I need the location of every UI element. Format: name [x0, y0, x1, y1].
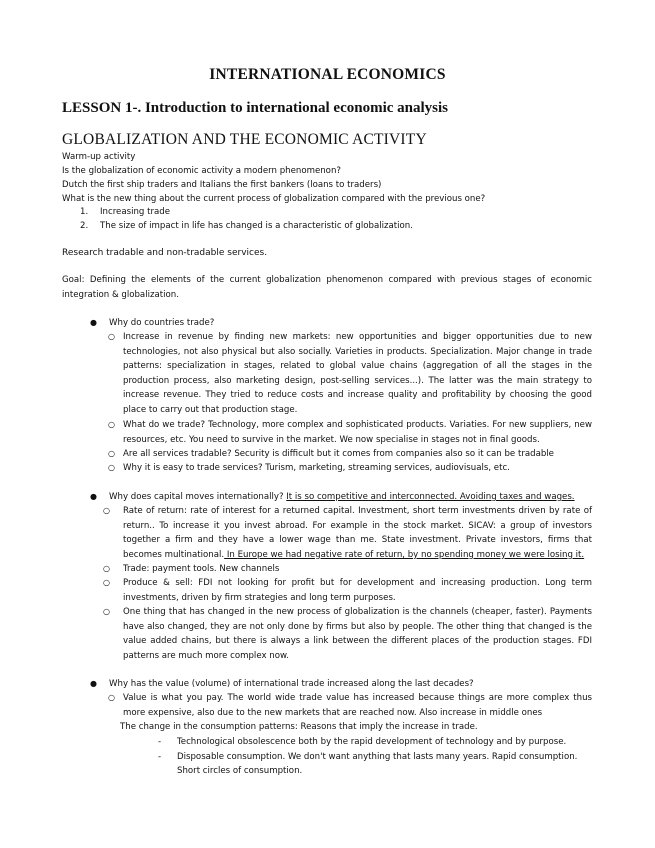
dash-bullet-icon: -: [158, 737, 162, 747]
list-number: 2.: [80, 221, 89, 231]
sub-bullet-rate-of-return: [123, 504, 592, 562]
consumption-patterns-note: The change in the consumption patterns: Reasons that imply the increase in trade.: [120, 722, 478, 732]
circle-bullet-icon: ○: [103, 578, 110, 587]
dash-item-text: Technological obsolescence both by the rapid development of technology and by purpose.: [177, 737, 567, 747]
circle-bullet-icon: ○: [108, 463, 115, 472]
sub-bullet-text: One thing that has changed in the new process of globalization is the channels (cheaper, faster). Payments have also changed, they are not only done by firms but also by people. The other thing that changed is the value added chains, but there is always a link between the different places of the production stages. FDI patterns are much more complex now.: [123, 607, 592, 661]
circle-bullet-icon: ○: [108, 449, 115, 458]
sub-bullet-text: Are all services tradable? Security is difficult but it comes from companies also so it can be tradable: [123, 449, 554, 459]
sub-bullet-text: Produce & sell: FDI not looking for profit but for development and increasing production. Long term investments, driven by firm strategies and long term purposes.: [123, 578, 592, 603]
lesson-heading: LESSON 1-. Introduction to international economic analysis: [62, 100, 449, 116]
bullet-icon: ●: [90, 318, 97, 327]
warmup-question-1: Is the globalization of economic activity a modern phenomenon?: [62, 166, 341, 176]
sub-bullet-text: Why it is easy to trade services? Turism, marketing, streaming services, audiovisuals, etc.: [123, 463, 510, 473]
warmup-question-3: What is the new thing about the current process of globalization compared with the previous one?: [62, 194, 486, 204]
underlined-answer: It is so competitive and interconnected. Avoiding taxes and wages.: [286, 492, 575, 502]
bullet-question-capital-text: Why does capital moves internationally?: [109, 492, 287, 502]
warmup-heading: Warm-up activity: [62, 152, 136, 162]
bullet-question-value: Why has the value (volume) of international trade increased along the last decades?: [109, 679, 474, 689]
warmup-question-2: Dutch the first ship traders and Italians the first bankers (loans to traders): [62, 180, 382, 190]
bullet-icon: ●: [90, 679, 97, 688]
circle-bullet-icon: ○: [103, 564, 110, 573]
circle-bullet-icon: ○: [108, 693, 115, 702]
research-note: Research tradable and non-tradable services.: [62, 248, 268, 258]
sub-bullet-text: What do we trade? Technology, more complex and sophisticated products. Variaties. For new suppliers, new resources, etc. You need to survive in the market. We now specialise in stages not in final goods.: [123, 420, 592, 445]
circle-bullet-icon: ○: [108, 332, 115, 341]
list-item: Increasing trade: [100, 207, 171, 217]
circle-bullet-icon: ○: [103, 607, 110, 616]
sub-bullet-text: Value is what you pay. The world wide trade value has increased because things are more complex thus more expensive, also due to the new markets that are reached now. Also increase in middle ones: [123, 693, 592, 718]
bullet-question-capital: [109, 490, 575, 505]
sub-bullet-text: Trade: payment tools. New channels: [123, 564, 280, 574]
dash-item-text: Short circles of consumption.: [177, 766, 303, 776]
section-heading: GLOBALIZATION AND THE ECONOMIC ACTIVITY: [62, 131, 427, 148]
sub-bullet-text: Increase in revenue by finding new markets: new opportunities and bigger opportunities due to new technologies, not also physical but also socially. Varieties in products. Specialization. Major change in trade patterns: specialization in stages, related to global value chains (aggregation of all the stages in the production process, also marketing design, post-selling services...). The latter was the main strategy to increase revenue. They tried to reduce costs and increase quality and profitability by choosing the good place to carry out that production stage.: [123, 332, 592, 415]
document-title: INTERNATIONAL ECONOMICS: [209, 66, 446, 83]
list-item: The size of impact in life has changed is a characteristic of globalization.: [100, 221, 413, 231]
bullet-icon: ●: [90, 492, 97, 501]
list-number: 1.: [80, 207, 89, 217]
rate-of-return-text: Rate of return: rate of interest for a returned capital. Investment, short term investments driven by rate of return.. To increase it you invest abroad. For example in the stock market. SICAV: a group of investors together a firm and they have a lower wage than me. State investment. Private investors, firms that becomes multinational.: [123, 506, 592, 560]
dash-bullet-icon: -: [158, 752, 162, 762]
bullet-question-trade: Why do countries trade?: [109, 318, 215, 328]
goal-paragraph: Goal: Defining the elements of the current globalization phenomenon compared with previous stages of economic integration & globalization.: [62, 275, 592, 300]
circle-bullet-icon: ○: [103, 506, 110, 515]
underlined-note: In Europe we had negative rate of return, by no spending money we were losing it.: [224, 549, 585, 560]
circle-bullet-icon: ○: [108, 420, 115, 429]
dash-item-text: Disposable consumption. We don't want anything that lasts many years. Rapid consumption.: [177, 752, 578, 762]
